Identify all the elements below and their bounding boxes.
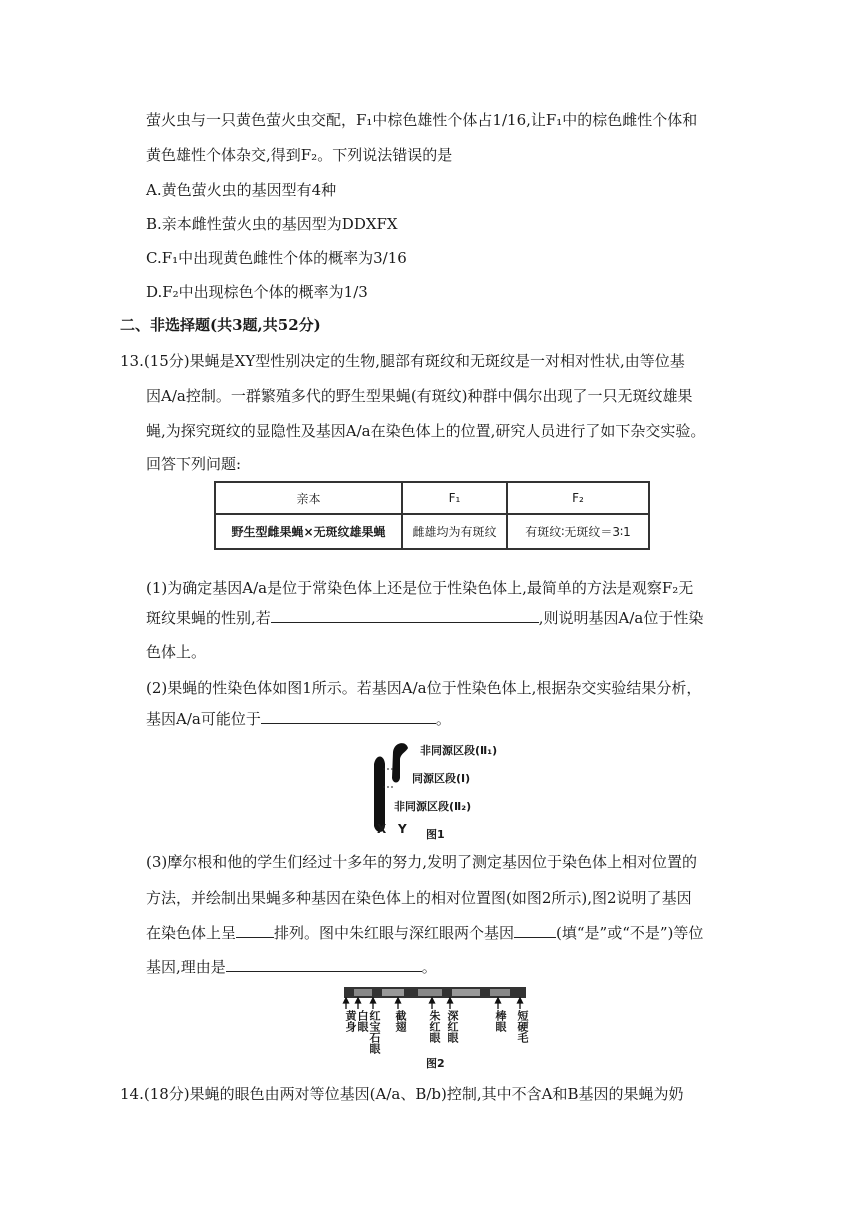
q12-option-b: B.亲本雌性萤火虫的基因型为DDXFX — [146, 215, 398, 233]
q13-p3-line4-end: 。 — [421, 958, 437, 976]
figure-2-caption: 图2 — [426, 1057, 445, 1070]
figure-1-caption: 图1 — [426, 828, 445, 841]
y-chromosome — [392, 743, 408, 782]
gene-marker-arrowhead — [371, 998, 376, 1003]
table-header-f2: F₂ — [507, 482, 649, 514]
figure-2 — [340, 985, 530, 1073]
table-cell-parent: 野生型雌果蝇×无斑纹雄果蝇 — [215, 514, 402, 549]
gene-marker-arrowhead — [356, 998, 361, 1003]
q12-option-d: D.F₂中出现棕色个体的概率为1/3 — [146, 283, 368, 301]
q12-option-a: A.黄色萤火虫的基因型有4种 — [146, 181, 337, 199]
gene-marker-arrowhead — [344, 998, 349, 1003]
table-header-parent: 亲本 — [215, 482, 402, 514]
q12-option-c: C.F₁中出现黄色雌性个体的概率为3/16 — [146, 249, 407, 267]
q13-p1-line2 — [146, 608, 703, 628]
q13-p3-line3-mid: 排列。图中朱红眼与深红眼两个基因 — [274, 924, 515, 942]
table-cell-f2: 有斑纹∶无斑纹＝3∶1 — [507, 514, 649, 549]
q13-p2-line2-end: 。 — [435, 710, 451, 728]
label-nonhomologous-ii1: 非同源区段(Ⅱ₁) — [420, 744, 498, 757]
label-x: X — [377, 822, 387, 836]
gene-label-cut-wing: 截翅 — [394, 1010, 407, 1032]
gene-marker-arrowhead — [448, 998, 453, 1003]
q13-line3: 蝇,为探究斑纹的显隐性及基因A/a在染色体上的位置,研究人员进行了如下杂交实验。 — [146, 422, 706, 440]
answer-blank-4[interactable] — [514, 923, 556, 938]
gene-label-vermilion-eye: 朱红眼 — [428, 1010, 441, 1043]
q13-p1-line2-end: ,则说明基因A/a位于性染 — [538, 609, 704, 627]
table-cell-f1: 雌雄均为有斑纹 — [402, 514, 507, 549]
gene-label-carmine-eye: 深红眼 — [446, 1010, 459, 1043]
answer-blank-2[interactable] — [261, 709, 436, 724]
gene-label-yellow-body-white-eye — [344, 1010, 368, 1035]
label-homologous-i: 同源区段(Ⅰ) — [412, 772, 471, 785]
gene-label-bar-eye: 棒眼 — [494, 1010, 507, 1032]
label-nonhomologous-ii2: 非同源区段(Ⅱ₂) — [394, 800, 472, 813]
section-title: 二、非选择题(共3题,共52分) — [120, 316, 321, 334]
q12-line2: 黄色雄性个体杂交,得到F₂。下列说法错误的是 — [146, 146, 453, 164]
gene-label-short-bristle: 短硬毛 — [516, 1010, 529, 1043]
q12-line1: 萤火虫与一只黄色萤火虫交配，F₁中棕色雄性个体占1/16,让F₁中的棕色雌性个体和 — [146, 111, 698, 129]
gene-marker-arrowhead — [496, 998, 501, 1003]
q13-p3-line3 — [146, 923, 703, 943]
gene-marker-arrowhead — [396, 998, 401, 1003]
gene-label-part: 黄身 — [344, 1010, 357, 1032]
table-header-f1: F₁ — [402, 482, 507, 514]
q13-p1-line3: 色体上。 — [146, 643, 207, 661]
q14-line1: 14.(18分)果蝇的眼色由两对等位基因(A/a、B/b)控制,其中不含A和B基因的果蝇为奶 — [120, 1085, 684, 1103]
q13-p3-line3-end: (填“是”或“不是”)等位 — [556, 924, 704, 942]
q13-line1: 13.(15分)果蝇是XY型性别决定的生物,腿部有斑纹和无斑纹是一对相对性状,由等位基 — [120, 352, 685, 370]
gene-marker-arrowhead — [430, 998, 435, 1003]
q13-line4: 回答下列问题: — [146, 455, 242, 473]
q13-p3-line4-start: 基因,理由是 — [146, 958, 226, 976]
q13-p3-line4 — [146, 957, 437, 977]
cross-experiment-table — [214, 481, 650, 550]
q13-p3-line2: 方法，并绘制出果蝇多种基因在染色体上的相对位置图(如图2所示),图2说明了基因 — [146, 889, 692, 907]
q13-line2: 因A/a控制。一群繁殖多代的野生型果蝇(有斑纹)种群中偶尔出现了一只无斑纹雄果 — [146, 387, 693, 405]
answer-blank-1[interactable] — [271, 608, 539, 623]
gene-label-ruby-eye: 红宝石眼 — [368, 1010, 381, 1054]
q13-p3-line3-start: 在染色体上呈 — [146, 924, 237, 942]
q13-p1-line1: (1)为确定基因A/a是位于常染色体上还是位于性染色体上,最简单的方法是观察F₂无 — [146, 579, 694, 597]
x-chromosome — [374, 757, 385, 833]
q13-p3-line1: (3)摩尔根和他的学生们经过十多年的努力,发明了测定基因位于染色体上相对位置的 — [146, 853, 698, 871]
figure-1 — [370, 738, 510, 841]
gene-label-part: 白眼 — [356, 1010, 369, 1032]
q13-p2-line2-start: 基因A/a可能位于 — [146, 710, 261, 728]
answer-blank-3[interactable] — [236, 923, 274, 938]
label-y: Y — [398, 822, 407, 836]
q13-p1-line2-start: 斑纹果蝇的性别,若 — [146, 609, 271, 627]
answer-blank-5[interactable] — [226, 957, 422, 972]
q13-p2-line1: (2)果蝇的性染色体如图1所示。若基因A/a位于性染色体上,根据杂交实验结果分析， — [146, 679, 702, 697]
gene-marker-arrowhead — [518, 998, 523, 1003]
q13-p2-line2 — [146, 709, 451, 729]
